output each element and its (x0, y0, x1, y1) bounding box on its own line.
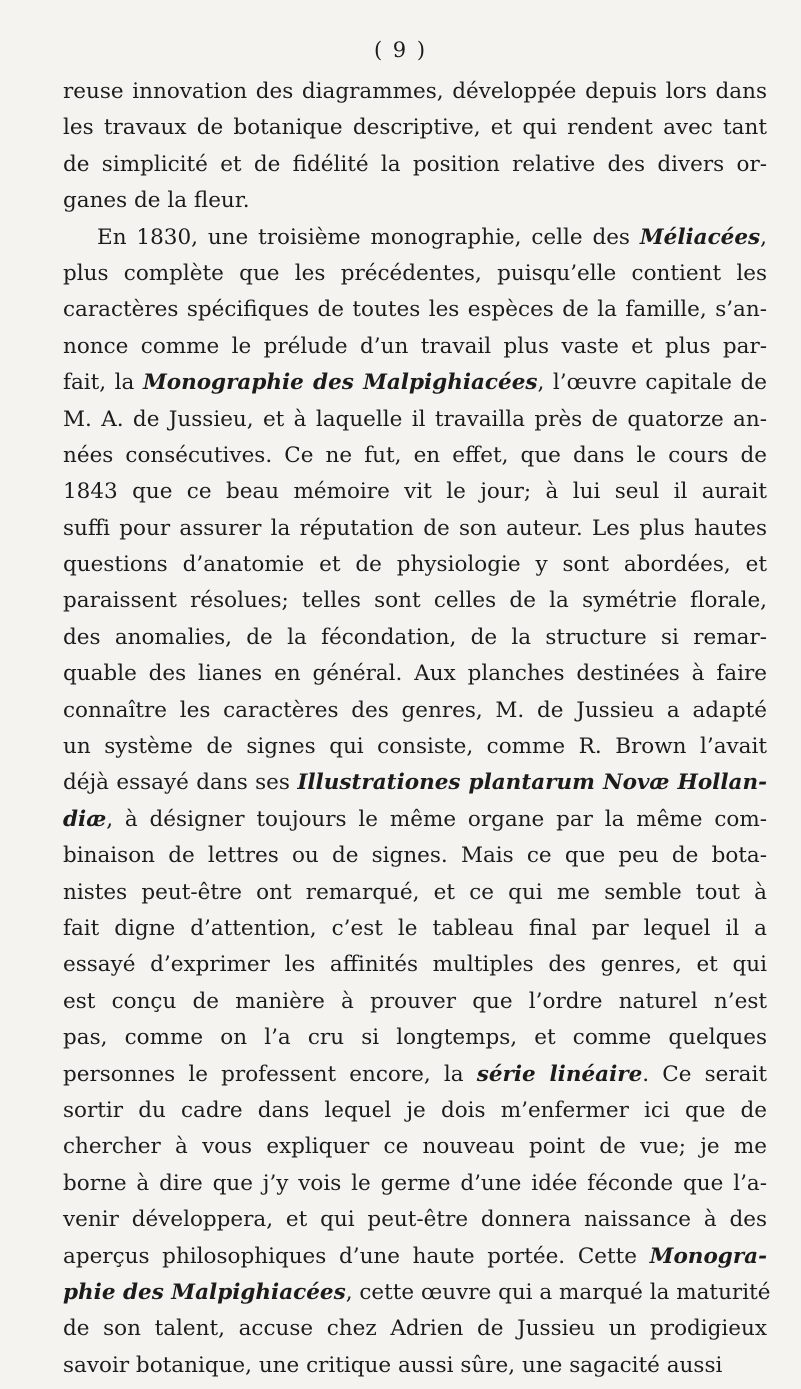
text-segment: nistes peut-être ont remarqué, et ce qui me semble tout à (63, 879, 767, 905)
text-segment: personnes le professent encore, la (63, 1061, 477, 1087)
text-line (63, 765, 767, 801)
text-segment: suffi pour assurer la réputation de son auteur. Les plus hautes (63, 515, 767, 541)
text-line (63, 220, 767, 256)
text-segment: chercher à vous expliquer ce nouveau point de vue; je me (63, 1134, 767, 1160)
text-line (63, 256, 767, 292)
page-number: ( 9 ) (373, 38, 428, 62)
text-line (63, 1093, 767, 1129)
text-line (63, 147, 767, 183)
italic-title: diæ (63, 806, 107, 832)
text-segment: quable des lianes en général. Aux planches destinées à faire (63, 661, 767, 687)
text-line (63, 511, 767, 547)
text-line (63, 1202, 767, 1238)
text-line (63, 1348, 767, 1384)
text-segment: nées consécutives. Ce ne fut, en effet, que dans le cours de (63, 442, 767, 468)
text-segment: est conçu de manière à prouver que l’ordre naturel n’est (63, 988, 767, 1014)
text-line (63, 984, 767, 1020)
text-segment: . Ce serait (642, 1061, 767, 1087)
text-segment: sortir du cadre dans lequel je dois m’enfermer ici que de (63, 1097, 767, 1123)
text-line (63, 947, 767, 983)
text-line (63, 402, 767, 438)
text-segment: binaison de lettres ou de signes. Mais ce que peu de bota- (63, 843, 767, 869)
text-segment: essayé d’exprimer les affinités multiples des genres, et qui (63, 952, 767, 978)
text-line (63, 183, 767, 219)
text-segment: fait, la (63, 370, 143, 396)
text-line (63, 729, 767, 765)
text-line (63, 1239, 767, 1275)
italic-title: série linéaire (476, 1061, 643, 1087)
text-line (63, 1057, 767, 1093)
text-segment: aperçus philosophiques d’une haute portée. Cette (63, 1243, 650, 1269)
text-line (63, 1166, 767, 1202)
text-line (63, 875, 767, 911)
text-segment: paraissent résolues; telles sont celles de la symétrie florale, (63, 588, 767, 614)
text-line (63, 583, 767, 619)
text-line (63, 329, 767, 365)
text-segment: , cette œuvre qui a marqué la maturité (345, 1279, 771, 1305)
text-segment: borne à dire que j’y vois le germe d’une idée féconde que l’a- (63, 1170, 767, 1196)
text-line (63, 620, 767, 656)
text-line (63, 74, 767, 110)
text-segment: de simplicité et de fidélité la position relative des divers or- (63, 151, 767, 177)
text-line (63, 292, 767, 328)
text-segment: savoir botanique, une critique aussi sûre, une sagacité aussi (63, 1352, 723, 1378)
text-line (63, 693, 767, 729)
text-segment: des anomalies, de la fécondation, de la structure si remar- (63, 624, 767, 650)
text-line (63, 474, 767, 510)
text-segment: pas, comme on l’a cru si longtemps, et comme quelques (63, 1025, 767, 1051)
italic-title: Illustrationes plantarum Novæ Hollan- (297, 770, 767, 796)
text-segment: plus complète que les précédentes, puisqu’elle contient les (63, 260, 767, 286)
text-segment: 1843 que ce beau mémoire vit le jour; à lui seul il aurait (63, 479, 767, 505)
italic-title: Méliacées (639, 224, 761, 250)
text-line (63, 911, 767, 947)
italic-title: phie des Malpighiacées (63, 1279, 346, 1305)
text-segment: , l’œuvre capitale de (537, 370, 767, 396)
text-line (63, 1311, 767, 1347)
text-line (63, 110, 767, 146)
text-segment: déjà essayé dans ses (63, 770, 298, 796)
text-line (63, 838, 767, 874)
text-segment: nonce comme le prélude d’un travail plus vaste et plus par- (63, 333, 767, 359)
text-line (63, 802, 767, 838)
text-segment: M. A. de Jussieu, et à laquelle il travailla près de quatorze an- (63, 406, 767, 432)
body-text (63, 74, 771, 1384)
italic-title: Monogra- (649, 1243, 767, 1269)
text-line (63, 365, 767, 401)
text-segment: les travaux de botanique descriptive, et qui rendent avec tant (63, 115, 767, 141)
text-segment: de son talent, accuse chez Adrien de Jussieu un prodigieux (63, 1316, 767, 1342)
text-line (63, 438, 767, 474)
text-segment: connaître les caractères des genres, M. de Jussieu a adapté (63, 697, 767, 723)
text-segment: En 1830, une troisième monographie, celle des (97, 224, 640, 250)
text-line (63, 656, 767, 692)
text-segment: reuse innovation des diagrammes, développée depuis lors dans (63, 79, 767, 104)
text-segment: fait digne d’attention, c’est le tableau final par lequel il a (63, 915, 767, 941)
text-segment: , (760, 224, 767, 250)
text-segment: un système de signes qui consiste, comme R. Brown l’avait (63, 734, 767, 760)
text-line (63, 547, 767, 583)
text-line (63, 1129, 767, 1165)
text-segment: , à désigner toujours le même organe par la même com- (106, 806, 767, 832)
text-segment: ganes de la fleur. (63, 188, 250, 214)
text-segment: questions d’anatomie et de physiologie y sont abordées, et (63, 552, 767, 578)
text-segment: venir développera, et qui peut-être donnera naissance à des (63, 1207, 767, 1233)
italic-title: Monographie des Malpighiacées (142, 370, 538, 396)
text-line (63, 1020, 767, 1056)
text-segment: caractères spécifiques de toutes les espèces de la famille, s’an- (63, 297, 767, 323)
text-line (63, 1275, 771, 1311)
